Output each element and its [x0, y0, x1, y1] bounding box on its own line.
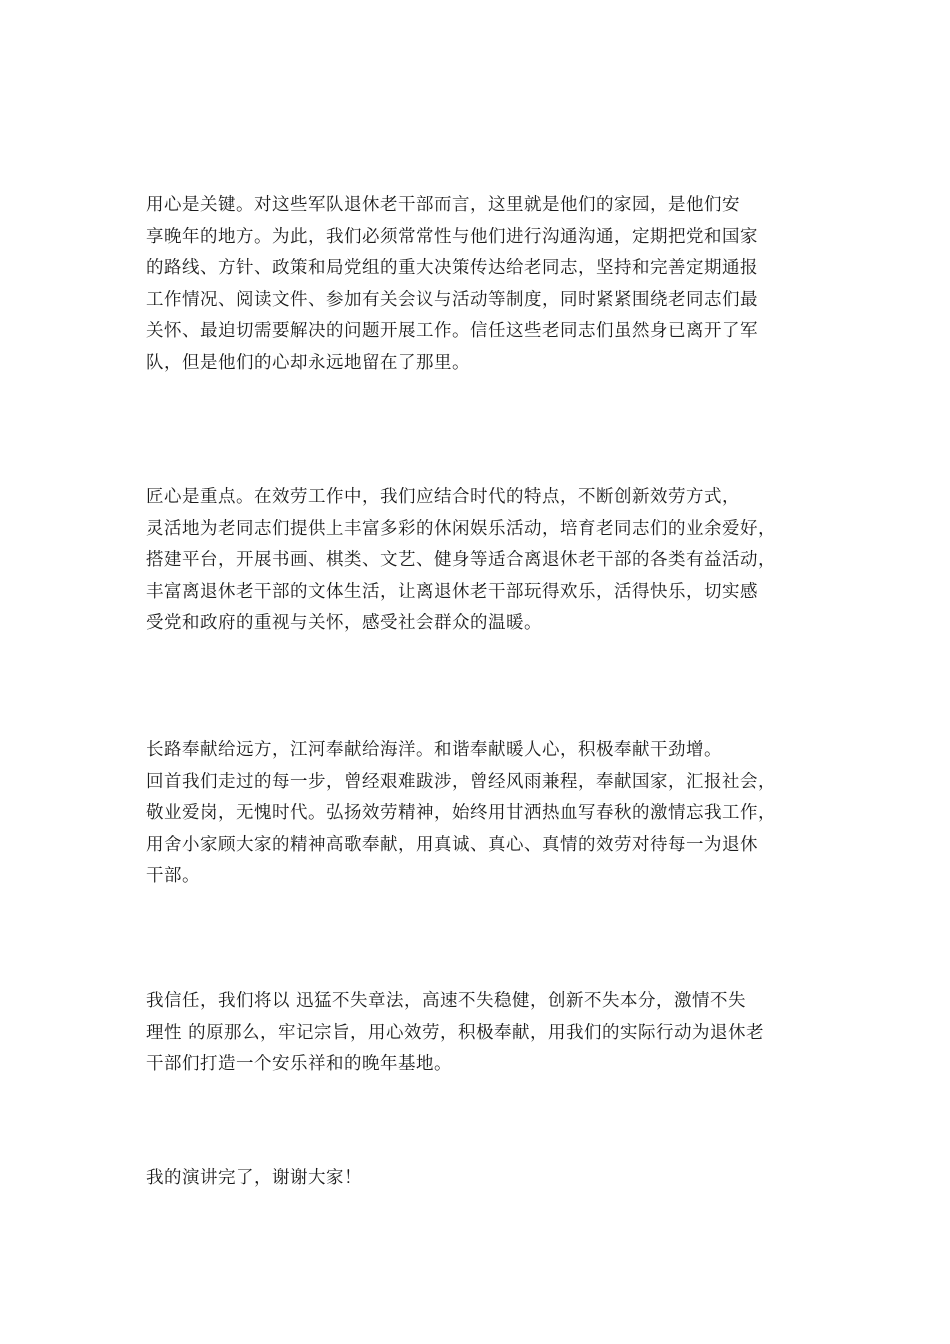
text-line: 关怀、最迫切需要解决的问题开展工作。信任这些老同志们虽然身已离开了军 — [146, 321, 758, 342]
text-line: 受党和政府的重视与关怀，感受社会群众的温暖。 — [146, 613, 542, 634]
text-line: 干部们打造一个安乐祥和的晚年基地。 — [146, 1054, 452, 1075]
paragraph-craft-focus — [146, 482, 808, 640]
text-line: 用舍小家顾大家的精神高歌奉献，用真诚、真心、真情的效劳对待每一为退休 — [146, 834, 758, 855]
text-line: 我的演讲完了，谢谢大家！ — [146, 1168, 362, 1188]
text-line: 干部。 — [146, 866, 200, 887]
text-line: 享晚年的地方。为此，我们必须常常性与他们进行沟通沟通，定期把党和国家 — [146, 226, 758, 247]
text-line: 用心是关键。对这些军队退休老干部而言，这里就是他们的家园，是他们安 — [146, 195, 740, 215]
text-line: 丰富离退休老干部的文体生活，让离退休老干部玩得欢乐，活得快乐，切实感 — [146, 581, 758, 602]
text-line: 匠心是重点。在效劳工作中，我们应结合时代的特点，不断创新效劳方式， — [146, 487, 740, 507]
text-line: 我信任，我们将以 迅猛不失章法，高速不失稳健，创新不失本分，激情不失 — [146, 991, 747, 1011]
text-line: 的路线、方针、政策和局党组的重大决策传达给老同志，坚持和完善定期通报 — [146, 258, 758, 279]
text-line: 搭建平台，开展书画、棋类、文艺、健身等适合离退休老干部的各类有益活动， — [146, 550, 776, 571]
text-line: 理性 的原那么，牢记宗旨，用心效劳，积极奉献，用我们的实际行动为退休老 — [146, 1022, 765, 1043]
text-line: 工作情况、阅读文件、参加有关会议与活动等制度，同时紧紧围绕老同志们最 — [146, 289, 758, 310]
paragraph-closing — [146, 1163, 808, 1195]
paragraph-dedication — [146, 735, 808, 893]
text-line: 回首我们走过的每一步，曾经艰难跋涉，曾经风雨兼程，奉献国家，汇报社会， — [146, 771, 776, 792]
text-line: 灵活地为老同志们提供上丰富多彩的休闲娱乐活动，培育老同志们的业余爱好， — [146, 518, 776, 539]
paragraph-care-key — [146, 190, 808, 380]
paragraph-belief — [146, 986, 808, 1081]
text-line: 敬业爱岗，无愧时代。弘扬效劳精神，始终用甘洒热血写春秋的激情忘我工作， — [146, 803, 776, 824]
text-line: 长路奉献给远方，江河奉献给海洋。和谐奉献暖人心，积极奉献干劲增。 — [146, 740, 722, 760]
text-line: 队，但是他们的心却永远地留在了那里。 — [146, 352, 470, 373]
